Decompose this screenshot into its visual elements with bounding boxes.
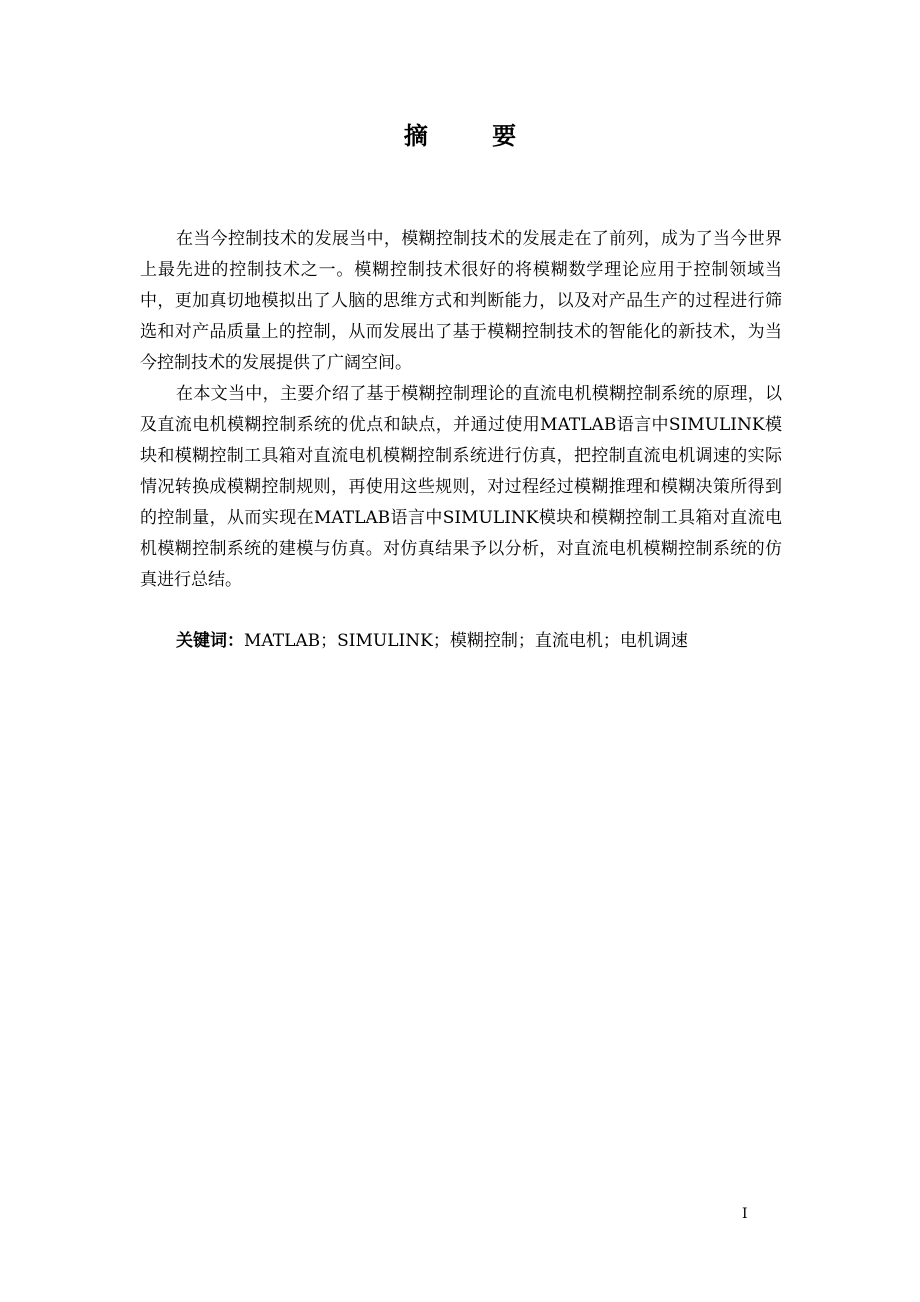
keywords-line — [176, 626, 688, 657]
page-number: I — [742, 1206, 748, 1222]
abstract-body — [140, 224, 782, 596]
abstract-paragraph-1: 在当今控制技术的发展当中，模糊控制技术的发展走在了前列，成为了当今世界上最先进的控制技术之一。模糊控制技术很好的将模糊数学理论应用于控制领域当中，更加真切地模拟出了人脑的思维方式和判断能力，以及对产品生产的过程进行筛选和对产品质量上的控制，从而发展出了基于模糊控制技术的智能化的新技术，为当今控制技术的发展提供了广阔空间。 — [140, 229, 782, 373]
abstract-title: 摘 要 — [403, 121, 545, 150]
keywords-text: MATLAB；SIMULINK；模糊控制；直流电机；电机调速 — [244, 631, 688, 651]
abstract-paragraph-2: 在本文当中，主要介绍了基于模糊控制理论的直流电机模糊控制系统的原理，以及直流电机模糊控制系统的优点和缺点，并通过使用MATLAB语言中SIMULINK模块和模糊控制工具箱对直流电机模糊控制系统进行仿真，把控制直流电机调速的实际情况转换成模糊控制规则，再使用这些规则，对过程经过模糊推理和模糊决策所得到的控制量，从而实现在MATLAB语言中SIMULINK模块和模糊控制工具箱对直流电机模糊控制系统的建模与仿真。对仿真结果予以分析，对直流电机模糊控制系统的仿真进行总结。 — [140, 384, 782, 590]
keywords-label: 关键词： — [176, 631, 244, 651]
